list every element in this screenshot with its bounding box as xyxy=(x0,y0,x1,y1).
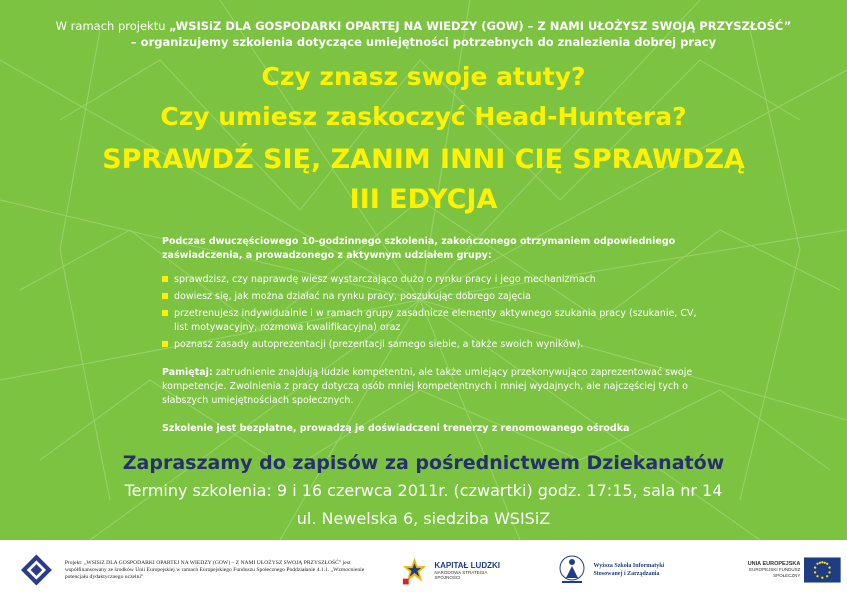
benefit-list xyxy=(162,273,702,352)
body-text xyxy=(162,235,702,436)
project-diamond-logo-icon xyxy=(20,553,53,587)
headline-question-1: Czy znasz swoje atuty? xyxy=(261,62,586,91)
free-training-note: Szkolenie jest bezpłatne, prowadzą je doświadczeni trenerzy z renomowanego ośrodka xyxy=(162,423,630,434)
eu-subtitle: EUROPEJSKI FUNDUSZ SPOŁECZNY xyxy=(749,567,801,578)
intro-line-2: – organizujemy szkolenia dotyczące umiejętności potrzebnych do znalezienia dobrej pracy xyxy=(130,35,717,49)
headline-edition: III EDYCJA xyxy=(349,184,498,215)
note-paragraph xyxy=(162,366,702,408)
wsisiz-logo xyxy=(555,554,693,586)
wsisiz-figure-icon xyxy=(555,554,589,586)
list-item: sprawdzisz, czy naprawdę wiesz wystarczająco dużo o rynku pracy i jego mechanizmach xyxy=(162,273,702,287)
list-item: dowiesz się, jak można działać na rynku pracy, poszukując dobrego zajęcia xyxy=(162,290,702,304)
kapital-ludzki-title: KAPITAŁ LUDZKI xyxy=(434,560,500,570)
kapital-ludzki-subtitle: NARODOWA STRATEGIA SPÓJNOŚCI xyxy=(434,569,488,580)
training-dates: Terminy szkolenia: 9 i 16 czerwca 2011r. (czwartki) godz. 17:15, sala nr 14 xyxy=(124,481,723,500)
headline-slogan: SPRAWDŹ SIĘ, ZANIM INNI CIĘ SPRAWDZĄ xyxy=(102,144,745,175)
intro-project-name: „WSISiZ DLA GOSPODARKI OPARTEJ NA WIEDZY (GOW) – Z NAMI UŁOŻYSZ SWOJĄ PRZYSZŁOŚĆ” xyxy=(169,19,792,33)
intro-prefix: W ramach projektu xyxy=(55,19,170,33)
wsisiz-name: Wyższa Szkoła Informatyki Stosowanej i Zarządzania xyxy=(593,563,665,577)
project-funding-text: Projekt: „WSISiZ DLA GOSPODARKI OPARTEJ NA WIEDZY (GOW) – Z NAMI UŁOŻYSZ SWOJĄ PRZYSZŁOŚĆ” jest współfinansowany ze środków Unii Europejskiej w ramach Europejskiego Funduszu Społecznego Poddziałanie 4.1.1. „Wzmocnienie potencjału dydaktycznego uczelni” xyxy=(64,559,365,580)
intro-line-1 xyxy=(0,18,847,34)
eu-title: UNIA EUROPEJSKA xyxy=(747,561,801,567)
footer-bar xyxy=(0,540,847,600)
training-address: ul. Newelska 6, siedziba WSISiZ xyxy=(296,509,551,528)
eu-logo xyxy=(723,557,841,583)
lead-paragraph: Podczas dwuczęściowego 10-godzinnego szkolenia, zakończonego otrzymaniem odpowiedniego zaświadczenia, a prowadzonego z aktywnym udziałem grupy: xyxy=(162,236,676,261)
kapital-ludzki-logo xyxy=(401,555,511,585)
note-label: Pamiętaj: xyxy=(162,367,213,378)
kapital-ludzki-star-icon xyxy=(401,555,428,585)
note-text: zatrudnienie znajdują ludzie kompetentni, ale także umiejący przekonywująco zaprezentować swoje kompetencje. Zwolnienia z pracy dotyczą osób mniej kompetentnych i mniej wydajnych, ale najczęściej tych o słabszych umiejętnościach społecznych. xyxy=(162,367,693,406)
invite-heading: Zapraszamy do zapisów za pośrednictwem Dziekanatów xyxy=(122,452,725,474)
footer-logos xyxy=(6,544,841,596)
intro xyxy=(0,18,847,50)
list-item: przetrenujesz indywidualnie i w ramach grupy zasadnicze elementy aktywnego szukania pracy (szukanie, CV, list motywacyjny, rozmowa kwalifikacyjna) oraz xyxy=(162,307,702,335)
eu-flag-icon xyxy=(804,557,841,583)
list-item: poznasz zasady autoprezentacji (prezentacji samego siebie, a także swoich wyników). xyxy=(162,338,702,352)
headline-question-2: Czy umiesz zaskoczyć Head-Huntera? xyxy=(160,102,687,131)
